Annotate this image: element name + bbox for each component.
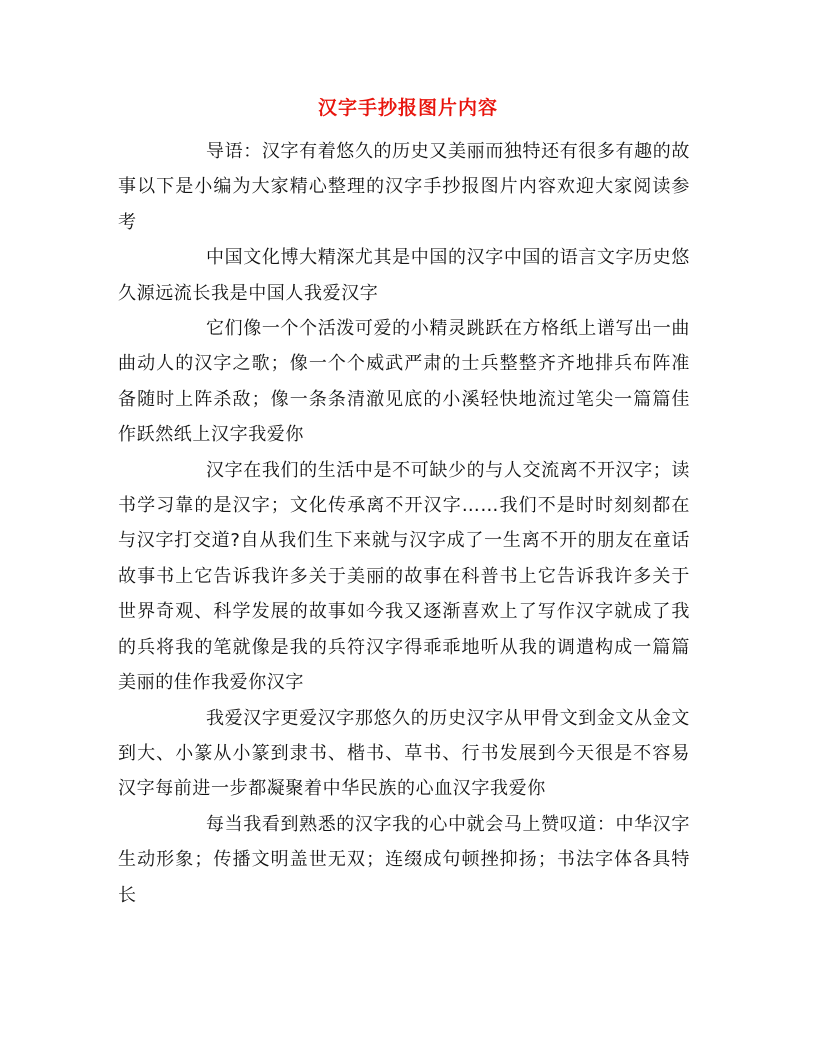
document-body	[118, 134, 690, 913]
page-title: 汉字手抄报图片内容	[317, 97, 498, 119]
paragraph: 它们像一个个活泼可爱的小精灵跳跃在方格纸上谱写出一曲曲动人的汉字之歌；像一个个威武严肃的士兵整整齐齐地排兵布阵准备随时上阵杀敌；像一条条清澈见底的小溪轻快地流过笔尖一篇篇佳作跃然纸上汉字我爱你	[118, 318, 690, 446]
paragraph: 中国文化博大精深尤其是中国的汉字中国的语言文字历史悠久源远流长我是中国人我爱汉字	[118, 247, 690, 304]
paragraph: 汉字在我们的生活中是不可缺少的与人交流离不开汉字；读书学习靠的是汉字；文化传承离不开汉字……我们不是时时刻刻都在与汉字打交道?自从我们生下来就与汉字成了一生离不开的朋友在童话故事书上它告诉我许多关于美丽的故事在科普书上它告诉我许多关于世界奇观、科学发展的故事如今我又逐渐喜欢上了写作汉字就成了我的兵将我的笔就像是我的兵符汉字得乖乖地听从我的调遣构成一篇篇美丽的佳作我爱你汉字	[118, 459, 690, 694]
paragraph-intro: 导语：汉字有着悠久的历史又美丽而独特还有很多有趣的故事以下是小编为大家精心整理的汉字手抄报图片内容欢迎大家阅读参考	[118, 141, 690, 233]
paragraph: 我爱汉字更爱汉字那悠久的历史汉字从甲骨文到金文从金文到大、小篆从小篆到隶书、楷书、草书、行书发展到今天很是不容易汉字每前进一步都凝聚着中华民族的心血汉字我爱你	[118, 707, 690, 800]
paragraph: 每当我看到熟悉的汉字我的心中就会马上赞叹道：中华汉字生动形象；传播文明盖世无双；连缀成句顿挫抑扬；书法字体各具特长	[118, 813, 690, 906]
